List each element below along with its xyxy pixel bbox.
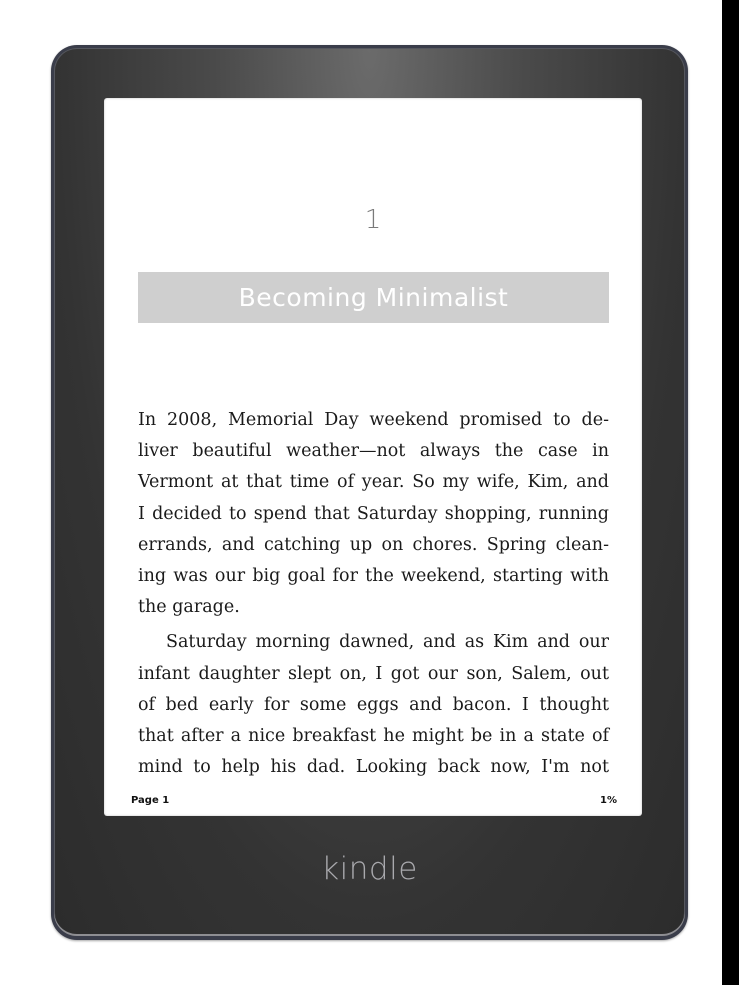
text-line: errands, and catching up on chores. Spring clean- — [138, 534, 609, 555]
text-line: I decided to spend that Saturday shopping, running — [138, 503, 609, 524]
e-ink-screen[interactable] — [104, 98, 642, 816]
kindle-logo: kindle — [321, 851, 418, 887]
book-body-text — [138, 405, 609, 783]
text-line: Saturday morning dawned, and as Kim and our — [166, 632, 609, 653]
text-line: In 2008, Memorial Day weekend promised to de- — [138, 410, 609, 430]
text-line: infant daughter slept on, I got our son, Salem, out — [138, 663, 609, 684]
chapter-number: 1 — [364, 205, 382, 235]
reading-progress[interactable]: 1% — [600, 795, 617, 806]
chapter-title: Becoming Minimalist — [238, 283, 509, 312]
right-edge-strip — [722, 0, 739, 985]
page-location[interactable]: Page 1 — [131, 795, 170, 806]
text-line: liver beautiful weather—not always the case in — [138, 441, 609, 462]
text-line: ing was our big goal for the weekend, starting with — [138, 565, 609, 586]
text-line: the garage. — [138, 597, 240, 618]
text-line: Vermont at that time of year. So my wife, Kim, and — [138, 472, 609, 493]
text-line: mind to help his dad. Looking back now, I'm not — [138, 757, 609, 778]
kindle-device — [51, 45, 688, 940]
text-line: that after a nice breakfast he might be in a state of — [138, 725, 609, 746]
chapter-title-banner — [138, 272, 609, 323]
device-bezel — [54, 48, 685, 936]
text-line: of bed early for some eggs and bacon. I thought — [138, 694, 609, 715]
